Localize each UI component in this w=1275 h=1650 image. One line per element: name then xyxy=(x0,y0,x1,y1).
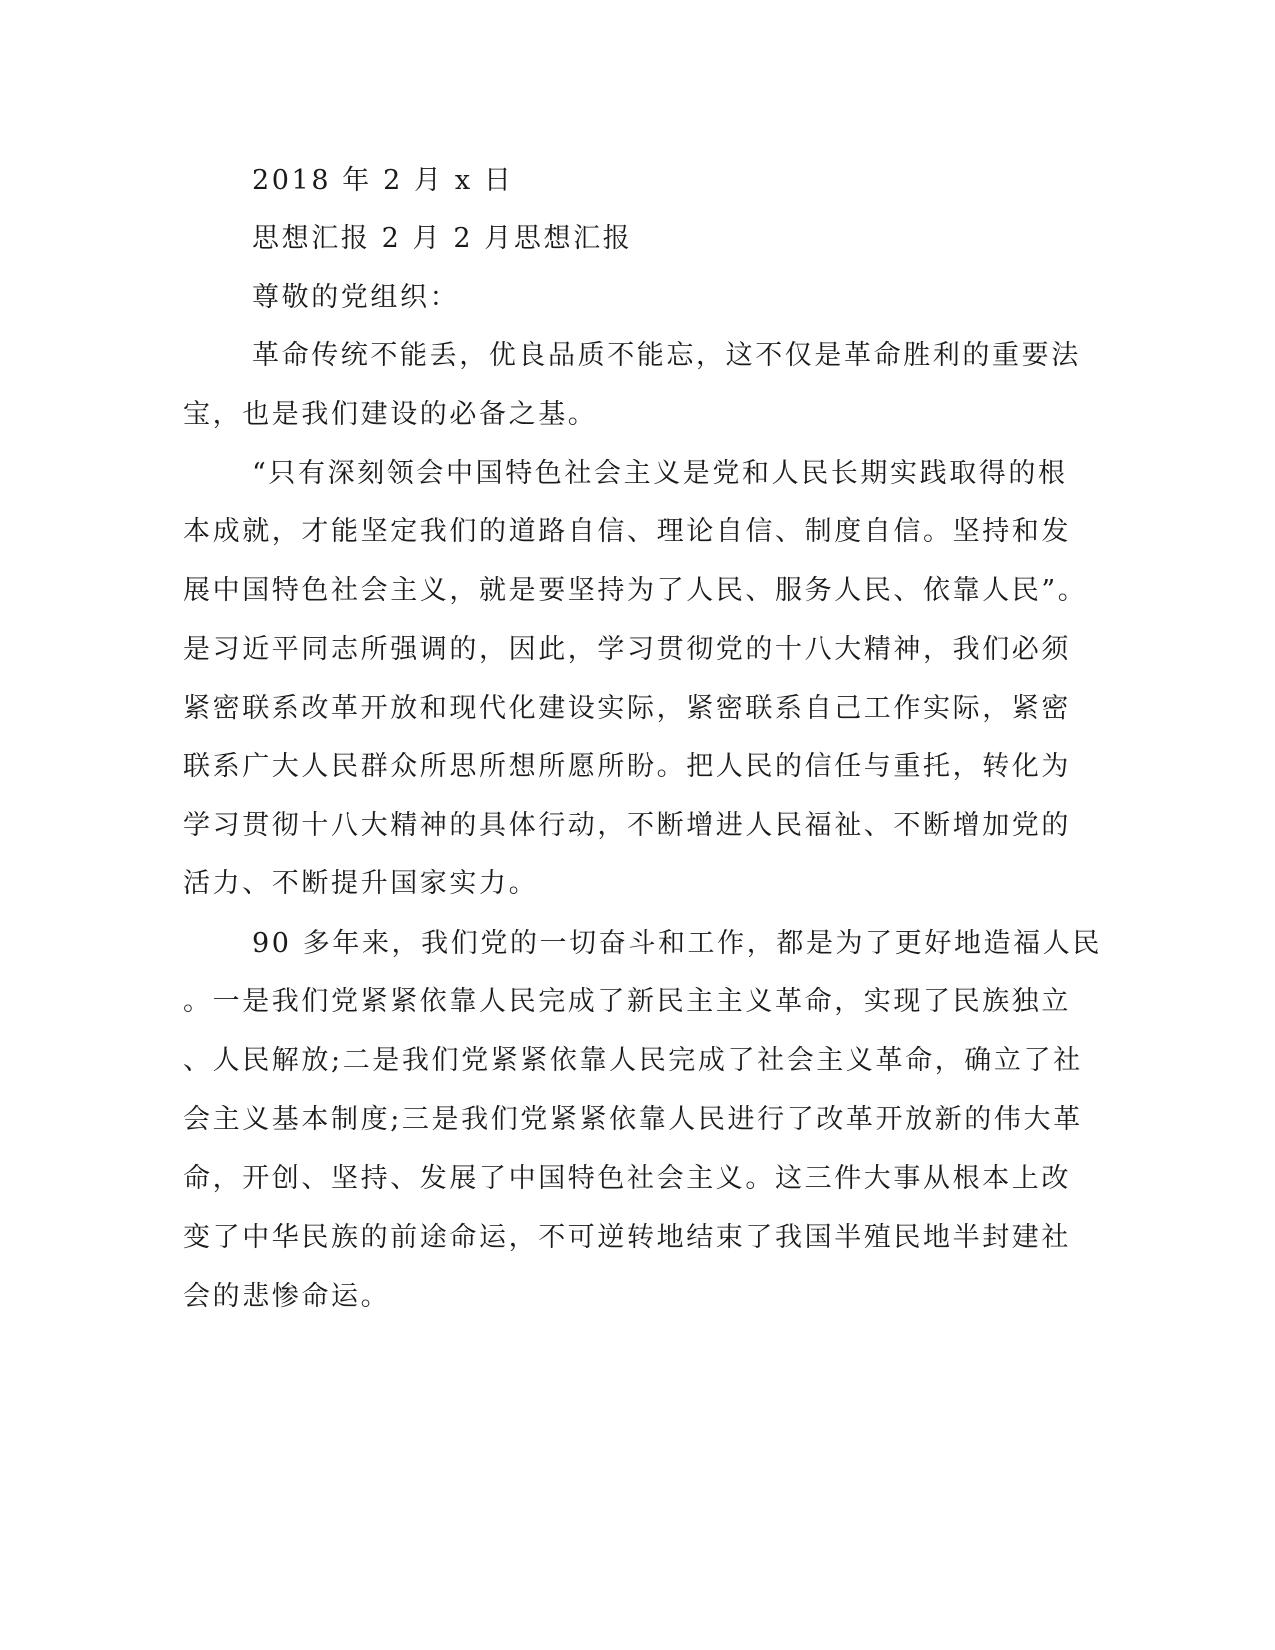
paragraph-3-line: 。一是我们党紧紧依靠人民完成了新民主主义革命，实现了民族独立 xyxy=(183,986,1071,1017)
paragraph-3-line: 会的悲惨命运。 xyxy=(183,1281,391,1312)
paragraph-2-line: 活力、不断提升国家实力。 xyxy=(183,868,539,899)
paragraph-2-line: 紧密联系改革开放和现代化建设实际，紧密联系自己工作实际，紧密 xyxy=(183,693,1071,724)
paragraph-1-line: 革命传统不能丢，优良品质不能忘，这不仅是革命胜利的重要法 xyxy=(252,340,1081,371)
paragraph-2-line: 本成就，才能坚定我们的道路自信、理论自信、制度自信。坚持和发 xyxy=(183,516,1071,547)
report-title: 思想汇报 2 月 2 月思想汇报 xyxy=(252,223,633,254)
paragraph-3-line: 变了中华民族的前途命运，不可逆转地结束了我国半殖民地半封建社 xyxy=(183,1222,1071,1253)
paragraph-2-line: 展中国特色社会主义，就是要坚持为了人民、服务人民、依靠人民”。 xyxy=(183,575,1088,606)
paragraph-2-line: 是习近平同志所强调的，因此，学习贯彻党的十八大精神，我们必须 xyxy=(183,634,1071,665)
paragraph-2-line: “只有深刻领会中国特色社会主义是党和人民长期实践取得的根 xyxy=(252,458,1068,489)
date-line: 2018 年 2 月 x 日 xyxy=(252,165,514,196)
salutation: 尊敬的党组织： xyxy=(252,282,460,313)
paragraph-2-line: 联系广大人民群众所思所想所愿所盼。把人民的信任与重托，转化为 xyxy=(183,751,1071,782)
paragraph-2-line: 学习贯彻十八大精神的具体行动，不断增进人民福祉、不断增加党的 xyxy=(183,810,1071,841)
paragraph-3-line: 会主义基本制度;三是我们党紧紧依靠人民进行了改革开放新的伟大革 xyxy=(183,1104,1083,1135)
paragraph-1-line: 宝，也是我们建设的必备之基。 xyxy=(183,399,598,430)
paragraph-3-line: 90 多年来，我们党的一切奋斗和工作，都是为了更好地造福人民 xyxy=(252,928,1102,959)
paragraph-3-line: 、人民解放;二是我们党紧紧依靠人民完成了社会主义革命，确立了社 xyxy=(183,1045,1083,1076)
paragraph-3-line: 命，开创、坚持、发展了中国特色社会主义。这三件大事从根本上改 xyxy=(183,1163,1071,1194)
